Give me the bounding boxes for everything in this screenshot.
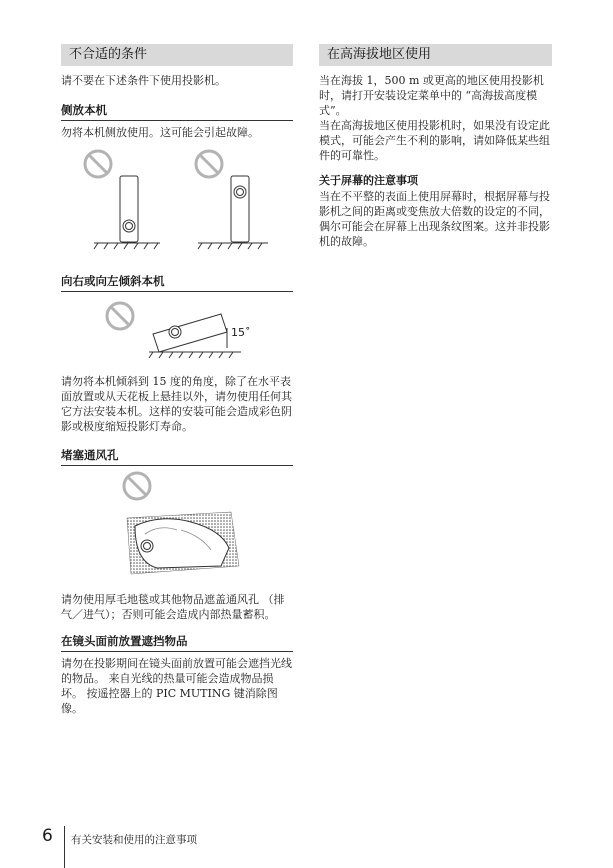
section-heading-tilt: 向右或向左倾斜本机 [61,273,293,292]
section-text-tilt: 请勿将本机倾斜到 15 度的角度，除了在水平表面放置或从天花板上悬挂以外，请勿使用任何其它方法安装本机。这样的安装可能会造成彩色阴影或极度缩短投影灯寿命。 [61,375,292,433]
unsuitable-conditions-banner: 不合适的条件 [61,44,293,66]
projector-tilt-illustration [153,314,227,352]
right-column [319,44,552,249]
prohibition-icon [196,151,222,177]
page-number: 6 [42,826,53,846]
prohibition-icon [107,303,133,329]
screen-notes-heading: 关于屏幕的注意事项 [319,174,418,187]
section-heading-vent: 堵塞通风孔 [61,447,293,466]
section-text-side: 勿将本机侧放使用。这可能会引起故障。 [61,126,259,139]
section-text-lens-obstruction: 请勿在投影期间在镜头面前放置可能会遮挡光线的物品。 来自光线的热量可能会造成物品损坏。 按遥控器上的 PIC MUTING 键消除图像。 [61,657,292,715]
projector-side-illustration [120,176,138,242]
left-column [61,44,293,716]
projector-covered-illustration [127,512,239,574]
screen-notes-text: 当在不平整的表面上使用屏幕时，根据屏幕与投影机之间的距离或变焦放大倍数的设定的不同，偶尔可能会在屏幕上出现条纹图案。这并非投影机的故障。 [319,190,550,248]
side-placement-illustration [61,140,293,260]
footer-title: 有关安装和使用的注意事项 [71,834,197,846]
high-altitude-banner: 在高海拔地区使用 [319,44,552,66]
projector-side-illustration [231,176,249,242]
unsuitable-conditions-intro: 请不要在下述条件下使用投影机。 [61,74,226,87]
prohibition-icon [85,151,111,177]
footer-divider [64,826,65,868]
vent-illustration [61,466,293,586]
tilt-angle-label: 15˚ [231,326,251,339]
section-text-vent: 请勿使用厚毛地毯或其他物品遮盖通风孔 （排气／进气）；否则可能会造成内部热量蓄积。 [61,593,285,621]
section-heading-lens-obstruction: 在镜头面前放置遮挡物品 [61,633,293,652]
high-altitude-text-1: 当在海拔 1，500 m 或更高的地区使用投影机时，请打开安装设定菜单中的 “高海拔高度模式”。 [319,74,544,117]
high-altitude-text-2: 当在高海拔地区使用投影机时，如果没有设定此模式，可能会产生不利的影响，请如降低某些组件的可靠性。 [319,119,550,162]
tilt-illustration [61,292,293,364]
prohibition-icon [124,473,150,499]
section-heading-side: 侧放本机 [61,102,293,121]
